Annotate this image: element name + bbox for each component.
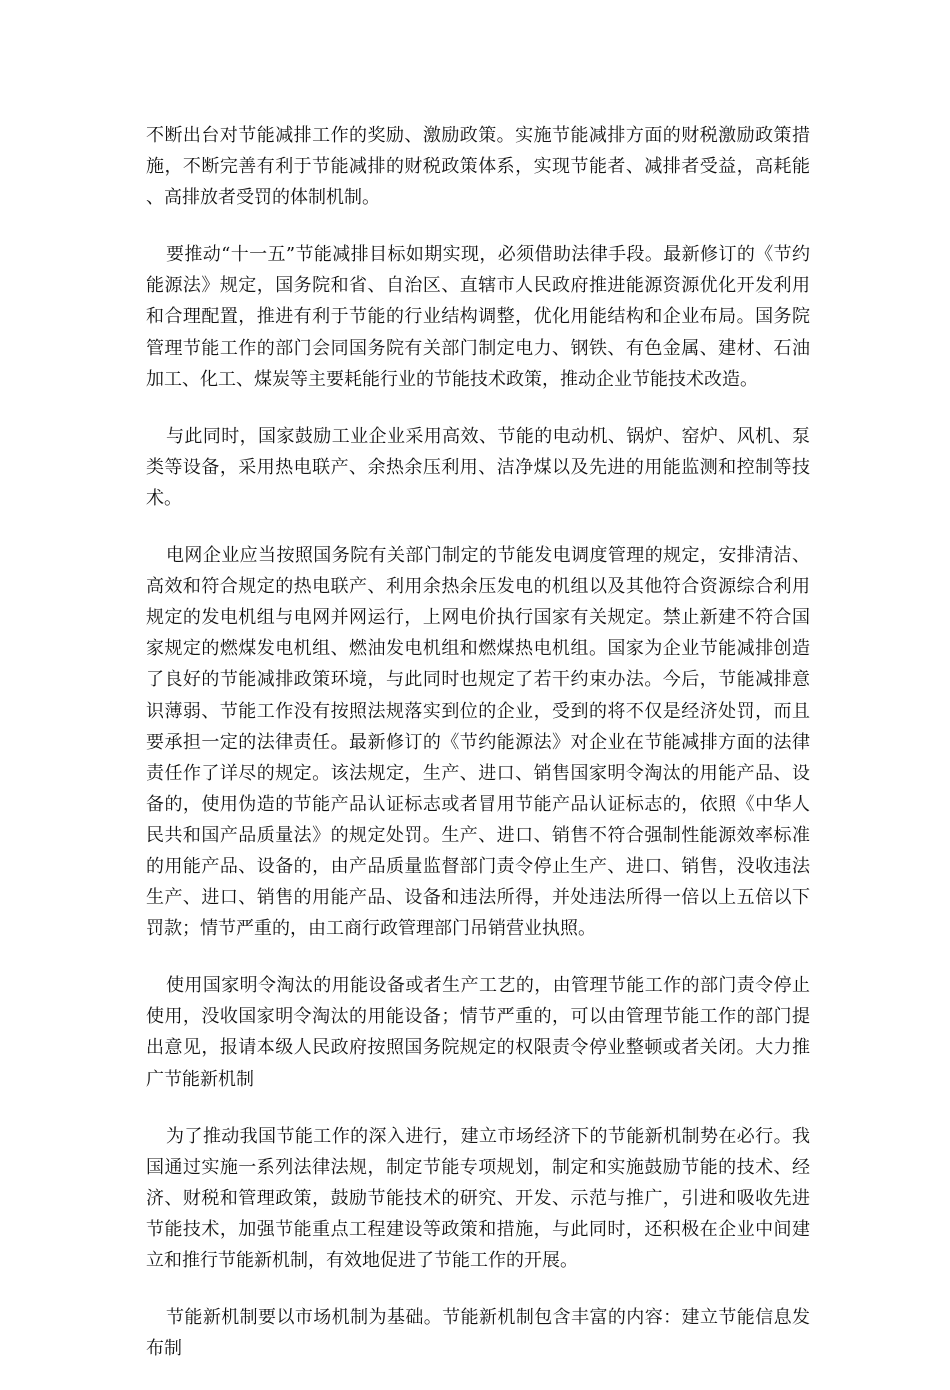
paragraph-6: 为了推动我国节能工作的深入进行，建立市场经济下的节能新机制势在必行。我国通过实施一系列法律法规，制定节能专项规划，制定和实施鼓励节能的技术、经济、财税和管理政策，鼓励节能技术的研究、开发、示范与推广，引进和吸收先进节能技术，加强节能重点工程建设等政策和措施，与此同时，还积极在企业中间建立和推行节能新机制，有效地促进了节能工作的开展。 bbox=[146, 1125, 810, 1271]
document-body bbox=[146, 120, 810, 1390]
paragraph-3: 与此同时，国家鼓励工业企业采用高效、节能的电动机、锅炉、窑炉、风机、泵类等设备，采用热电联产、余热余压利用、洁净煤以及先进的用能监测和控制等技术。 bbox=[146, 425, 810, 509]
paragraph-7: 节能新机制要以市场机制为基础。节能新机制包含丰富的内容：建立节能信息发布制 bbox=[146, 1307, 810, 1360]
paragraph-4: 电网企业应当按照国务院有关部门制定的节能发电调度管理的规定，安排清洁、高效和符合规定的热电联产、利用余热余压发电的机组以及其他符合资源综合利用规定的发电机组与电网并网运行，上网电价执行国家有关规定。禁止新建不符合国家规定的燃煤发电机组、燃油发电机组和燃煤热电机组。国家为企业节能减排创造了良好的节能减排政策环境，与此同时也规定了若干约束办法。今后，节能减排意识薄弱、节能工作没有按照法规落实到位的企业，受到的将不仅是经济处罚，而且要承担一定的法律责任。最新修订的《节约能源法》对企业在节能减排方面的法律责任作了详尽的规定。该法规定，生产、进口、销售国家明令淘汰的用能产品、设备的，使用伪造的节能产品认证标志或者冒用节能产品认证标志的，依照《中华人民共和国产品质量法》的规定处罚。生产、进口、销售不符合强制性能源效率标准的用能产品、设备的，由产品质量监督部门责令停止生产、进口、销售，没收违法生产、进口、销售的用能产品、设备和违法所得，并处违法所得一倍以上五倍以下罚款；情节严重的，由工商行政管理部门吊销营业执照。 bbox=[146, 545, 810, 940]
paragraph-2: 要推动“十一五”节能减排目标如期实现，必须借助法律手段。最新修订的《节约能源法》规定，国务院和省、自治区、直辖市人民政府推进能源资源优化开发利用和合理配置，推进有利于节能的行业结构调整，优化用能结构和企业布局。国务院管理节能工作的部门会同国务院有关部门制定电力、钢铁、有色金属、建材、石油加工、化工、煤炭等主要耗能行业的节能技术政策，推动企业节能技术改造。 bbox=[146, 244, 810, 390]
paragraph-1: 不断出台对节能减排工作的奖励、激励政策。实施节能减排方面的财税激励政策措施，不断完善有利于节能减排的财税政策体系，实现节能者、减排者受益，高耗能、高排放者受罚的体制机制。 bbox=[146, 125, 810, 209]
paragraph-5: 使用国家明令淘汰的用能设备或者生产工艺的，由管理节能工作的部门责令停止使用，没收国家明令淘汰的用能设备；情节严重的，可以由管理节能工作的部门提出意见，报请本级人民政府按照国务院规定的权限责令停业整顿或者关闭。大力推广节能新机制 bbox=[146, 975, 810, 1090]
